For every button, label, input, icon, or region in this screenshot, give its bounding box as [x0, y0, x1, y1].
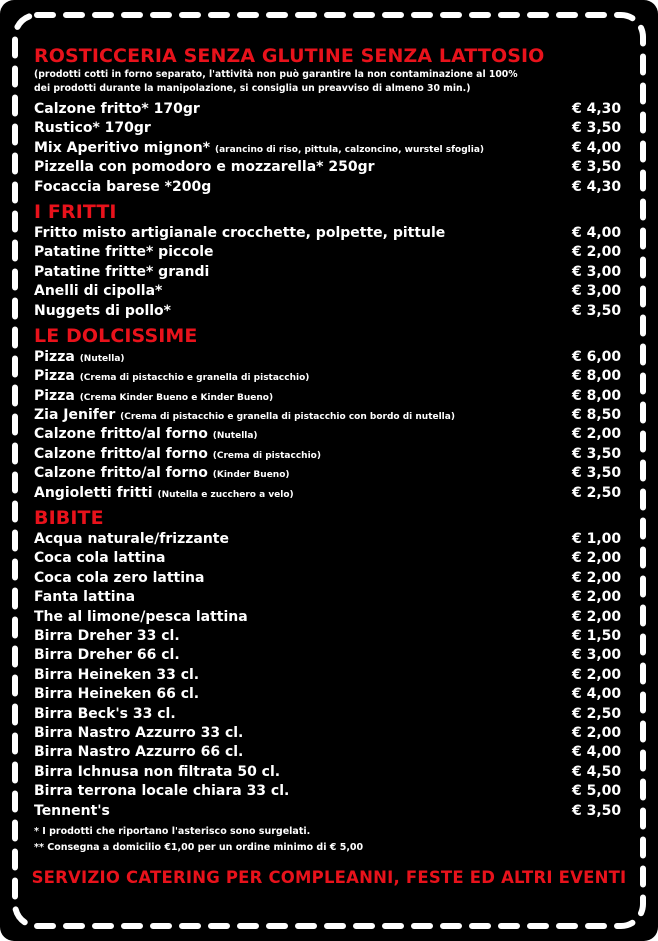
item-name: Coca cola lattina [34, 550, 166, 567]
item-name: Anelli di cipolla* [34, 283, 163, 300]
item-description: (Kinder Bueno) [212, 470, 290, 481]
item-label [34, 588, 135, 607]
item-label [34, 763, 280, 782]
item-price: € 3,00 [572, 647, 622, 664]
item-price: € 2,50 [572, 484, 622, 501]
item-description: (Crema Kinder Bueno e Kinder Bueno) [79, 392, 274, 403]
menu-item [34, 178, 624, 197]
item-label [34, 406, 455, 427]
item-name: Mix Aperitivo mignon* [34, 139, 211, 156]
menu-item [34, 224, 624, 243]
item-label [34, 569, 204, 588]
item-name: Calzone fritto/al forno [34, 465, 208, 482]
item-label [34, 705, 176, 724]
item-label [34, 627, 180, 646]
menu-item [34, 530, 624, 549]
menu-item [34, 763, 624, 782]
menu-item [34, 243, 624, 262]
item-price: € 3,50 [572, 159, 622, 176]
item-price: € 6,00 [572, 348, 622, 365]
menu-item [34, 802, 624, 821]
item-description: (Nutella) [79, 353, 125, 364]
item-label [34, 119, 151, 138]
item-price: € 3,50 [572, 802, 622, 819]
menu-item [34, 348, 624, 367]
item-label [34, 549, 165, 568]
menu-item [34, 158, 624, 177]
item-label [34, 666, 199, 685]
item-name: Calzone fritto/al forno [34, 445, 208, 462]
item-label [34, 243, 214, 262]
item-price: € 4,00 [572, 139, 622, 156]
item-name: Calzone fritto/al forno [34, 426, 208, 443]
footnote-line: * I prodotti che riportano l'asterisco sono surgelati. [34, 825, 311, 837]
item-name: Calzone fritto* 170gr [34, 101, 200, 117]
item-name: Tennent's [34, 802, 110, 819]
menu-section [34, 506, 624, 824]
item-description: (Nutella) [212, 431, 258, 442]
menu-item [34, 100, 624, 119]
menu-item [34, 627, 624, 646]
item-price: € 3,00 [572, 283, 622, 300]
item-description: (Crema di pistacchio e granella di pistacchio) [79, 373, 310, 384]
section-note: (prodotti cotti in forno separato, l'attività non può garantire la non contaminazione al 100% dei prodotti durante la manipolazione, si consiglia un preavviso di almeno 30 min.) [34, 69, 518, 94]
item-label [34, 302, 171, 321]
item-name: Pizza [34, 387, 75, 404]
item-name: Birra Heineken 66 cl. [34, 686, 200, 703]
item-description: (Crema di pistacchio e granella di pistacchio con bordo di nutella) [120, 412, 455, 423]
item-price: € 2,00 [572, 724, 622, 741]
item-name: Birra Ichnusa non filtrata 50 cl. [34, 763, 281, 780]
item-name: Birra Dreher 66 cl. [34, 647, 180, 664]
menu-item [34, 139, 624, 158]
item-name: Zia Jenifer [34, 407, 116, 424]
catering-banner: SERVIZIO CATERING PER COMPLEANNI, FESTE ED ALTRI EVENTI [31, 868, 627, 887]
item-name: Birra Beck's 33 cl. [34, 705, 176, 722]
footnote-line: ** Consegna a domicilio €1,00 per un ordine minimo di € 5,00 [34, 841, 364, 853]
menu-item [34, 743, 624, 762]
item-label [34, 282, 162, 301]
item-label [34, 348, 125, 369]
item-name: Patatine fritte* grandi [34, 263, 210, 280]
menu-item [34, 445, 624, 464]
item-label [34, 724, 243, 743]
item-label [34, 139, 484, 160]
item-price: € 3,50 [572, 445, 622, 462]
item-description: (Crema di pistacchio) [212, 450, 321, 461]
item-name: The al limone/pesca lattina [34, 608, 248, 625]
menu-item [34, 608, 624, 627]
menu-item [34, 685, 624, 704]
item-name: Patatine fritte* piccole [34, 244, 214, 261]
item-label [34, 158, 375, 177]
menu-section [34, 44, 624, 200]
item-label [34, 608, 248, 627]
menu-section [34, 200, 624, 324]
item-label [34, 782, 289, 801]
item-description: (Nutella e zucchero a velo) [157, 489, 294, 500]
item-price: € 8,00 [572, 368, 622, 385]
item-price: € 2,00 [572, 589, 622, 606]
item-name: Birra terrona locale chiara 33 cl. [34, 783, 290, 800]
item-price: € 3,50 [572, 120, 622, 137]
item-price: € 8,50 [572, 407, 622, 424]
item-label [34, 484, 294, 505]
section-title: LE DOLCISSIME [34, 324, 198, 347]
item-price: € 2,00 [572, 426, 622, 443]
item-label [34, 387, 273, 408]
item-name: Pizza [34, 368, 75, 385]
item-name: Birra Heineken 33 cl. [34, 666, 200, 683]
item-label [34, 464, 290, 485]
item-price: € 2,00 [572, 666, 622, 683]
item-label [34, 100, 200, 119]
section-title: I FRITTI [34, 200, 117, 223]
item-price: € 4,50 [572, 763, 622, 780]
item-label [34, 445, 321, 466]
item-label [34, 178, 211, 197]
menu-item [34, 387, 624, 406]
item-price: € 5,00 [572, 783, 622, 800]
item-price: € 3,50 [572, 465, 622, 482]
item-price: € 8,00 [572, 387, 622, 404]
menu-item [34, 119, 624, 138]
item-description: (arancino di riso, pittula, calzoncino, wurstel sfoglia) [214, 144, 485, 155]
menu-item [34, 425, 624, 444]
item-price: € 1,00 [572, 531, 622, 548]
item-price: € 4,30 [572, 178, 622, 195]
item-price: € 2,00 [572, 608, 622, 625]
menu-section [34, 324, 624, 506]
item-name: Nuggets di pollo* [34, 302, 171, 319]
menu-item [34, 406, 624, 425]
item-name: Fritto misto artigianale crocchette, polpette, pittule [34, 224, 446, 241]
item-label [34, 263, 209, 282]
item-name: Pizza [34, 348, 75, 365]
item-label [34, 367, 309, 388]
item-name: Pizzella con pomodoro e mozzarella* 250gr [34, 159, 375, 176]
menu-content [34, 44, 624, 856]
section-title: BIBITE [34, 507, 104, 530]
menu-item [34, 367, 624, 386]
item-price: € 2,00 [572, 550, 622, 567]
item-price: € 2,50 [572, 705, 622, 722]
item-label [34, 685, 199, 704]
item-price: € 4,00 [572, 224, 622, 241]
footnotes [34, 824, 624, 856]
menu-item [34, 484, 624, 503]
menu-item [34, 549, 624, 568]
section-title: ROSTICCERIA SENZA GLUTINE SENZA LATTOSIO [34, 45, 545, 67]
item-price: € 3,00 [572, 263, 622, 280]
item-price: € 2,00 [572, 569, 622, 586]
item-name: Birra Nastro Azzurro 66 cl. [34, 744, 244, 761]
menu-item [34, 588, 624, 607]
item-name: Focaccia barese *200g [34, 178, 212, 195]
item-name: Birra Dreher 33 cl. [34, 627, 180, 644]
menu-item [34, 646, 624, 665]
menu-item [34, 569, 624, 588]
item-label [34, 425, 258, 446]
item-label [34, 530, 229, 549]
item-price: € 3,50 [572, 302, 622, 319]
item-label [34, 802, 110, 821]
item-label [34, 646, 180, 665]
item-name: Angioletti fritti [34, 484, 153, 501]
menu-item [34, 464, 624, 483]
item-name: Acqua naturale/frizzante [34, 531, 229, 548]
menu-item [34, 302, 624, 321]
item-price: € 4,30 [572, 101, 622, 117]
menu-item [34, 666, 624, 685]
item-label [34, 224, 445, 243]
menu-item [34, 724, 624, 743]
item-label [34, 743, 243, 762]
item-price: € 2,00 [572, 244, 622, 261]
item-price: € 4,00 [572, 744, 622, 761]
menu-item [34, 282, 624, 301]
item-name: Coca cola zero lattina [34, 569, 205, 586]
item-name: Fanta lattina [34, 589, 136, 606]
item-name: Rustico* 170gr [34, 120, 151, 137]
menu-item [34, 782, 624, 801]
menu-item [34, 263, 624, 282]
item-price: € 1,50 [572, 627, 622, 644]
item-price: € 4,00 [572, 686, 622, 703]
menu-item [34, 705, 624, 724]
item-name: Birra Nastro Azzurro 33 cl. [34, 724, 244, 741]
